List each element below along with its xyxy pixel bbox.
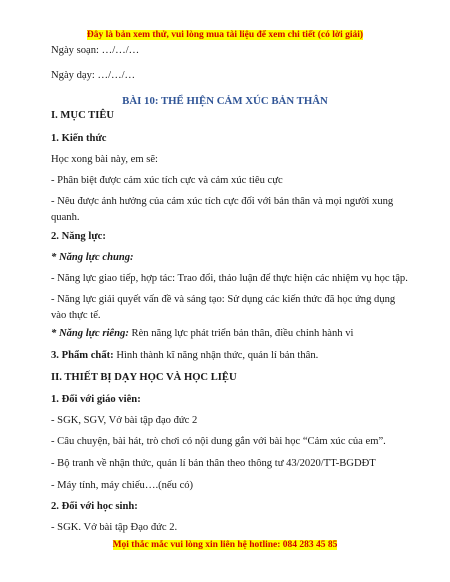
knowledge-item: - Phân biệt được cảm xúc tích cực và cảm xúc tiêu cực bbox=[51, 175, 283, 186]
knowledge-intro: Học xong bài này, em sẽ: bbox=[51, 154, 158, 165]
prep-date: Ngày soạn: …/…/… bbox=[51, 45, 140, 56]
specific-competency-label: * Năng lực riêng: bbox=[51, 328, 129, 339]
teach-date: Ngày dạy: …/…/… bbox=[51, 70, 136, 81]
teacher-item: - SGK, SGV, Vở bài tập đạo đức 2 bbox=[51, 415, 198, 426]
specific-competency-text: Rèn năng lực phát triển bản thân, điều chỉnh hành vi bbox=[128, 328, 354, 339]
hotline-footer bbox=[0, 537, 450, 551]
quality-label: 3. Phẩm chất: bbox=[51, 350, 114, 361]
teacher-item: - Máy tính, máy chiếu….(nếu có) bbox=[51, 480, 194, 491]
teacher-item: - Câu chuyện, bài hát, trò chơi có nội dung gắn với bài học “Cảm xúc của em”. bbox=[51, 436, 386, 447]
teacher-item: - Bộ tranh về nhận thức, quản lí bản thân theo thông tư 43/2020/TT-BGDĐT bbox=[51, 458, 376, 469]
section-equipment-heading: II. THIẾT BỊ DẠY HỌC VÀ HỌC LIỆU bbox=[51, 372, 237, 383]
general-competency-item: - Năng lực giao tiếp, hợp tác: Trao đổi, thảo luận để thực hiện các nhiệm vụ học tập. bbox=[51, 273, 408, 284]
knowledge-heading: 1. Kiến thức bbox=[51, 133, 107, 144]
general-competency-heading: * Năng lực chung: bbox=[51, 252, 134, 263]
lesson-title: BÀI 10: THỂ HIỆN CẢM XÚC BẢN THÂN bbox=[122, 95, 328, 107]
preview-banner-text: Đây là bản xem thử, vui lòng mua tài liệu để xem chi tiết (có lời giải) bbox=[86, 30, 364, 40]
student-item: - SGK. Vở bài tập Đạo đức 2. bbox=[51, 522, 178, 533]
knowledge-item: - Nêu được ảnh hưởng của cảm xúc tích cực đối với bản thân và mọi người xung quanh. bbox=[51, 196, 394, 223]
quality bbox=[51, 348, 406, 364]
preview-banner bbox=[0, 27, 450, 41]
general-competency-item: - Năng lực giải quyết vấn đề và sáng tạo: Sử dụng các kiến thức đã học ứng dụng vào thực tế. bbox=[51, 294, 396, 321]
specific-competency bbox=[51, 326, 406, 342]
hotline-footer-text: Mọi thắc mắc vui lòng xin liên hệ hotline: 084 283 45 85 bbox=[112, 540, 338, 550]
student-heading: 2. Đối với học sinh: bbox=[51, 501, 138, 512]
section-objectives-heading: I. MỤC TIÊU bbox=[51, 110, 115, 121]
teacher-heading: 1. Đối với giáo viên: bbox=[51, 394, 141, 405]
quality-text: Hình thành kĩ năng nhận thức, quản lí bản thân. bbox=[113, 350, 319, 361]
competency-heading: 2. Năng lực: bbox=[51, 231, 106, 242]
